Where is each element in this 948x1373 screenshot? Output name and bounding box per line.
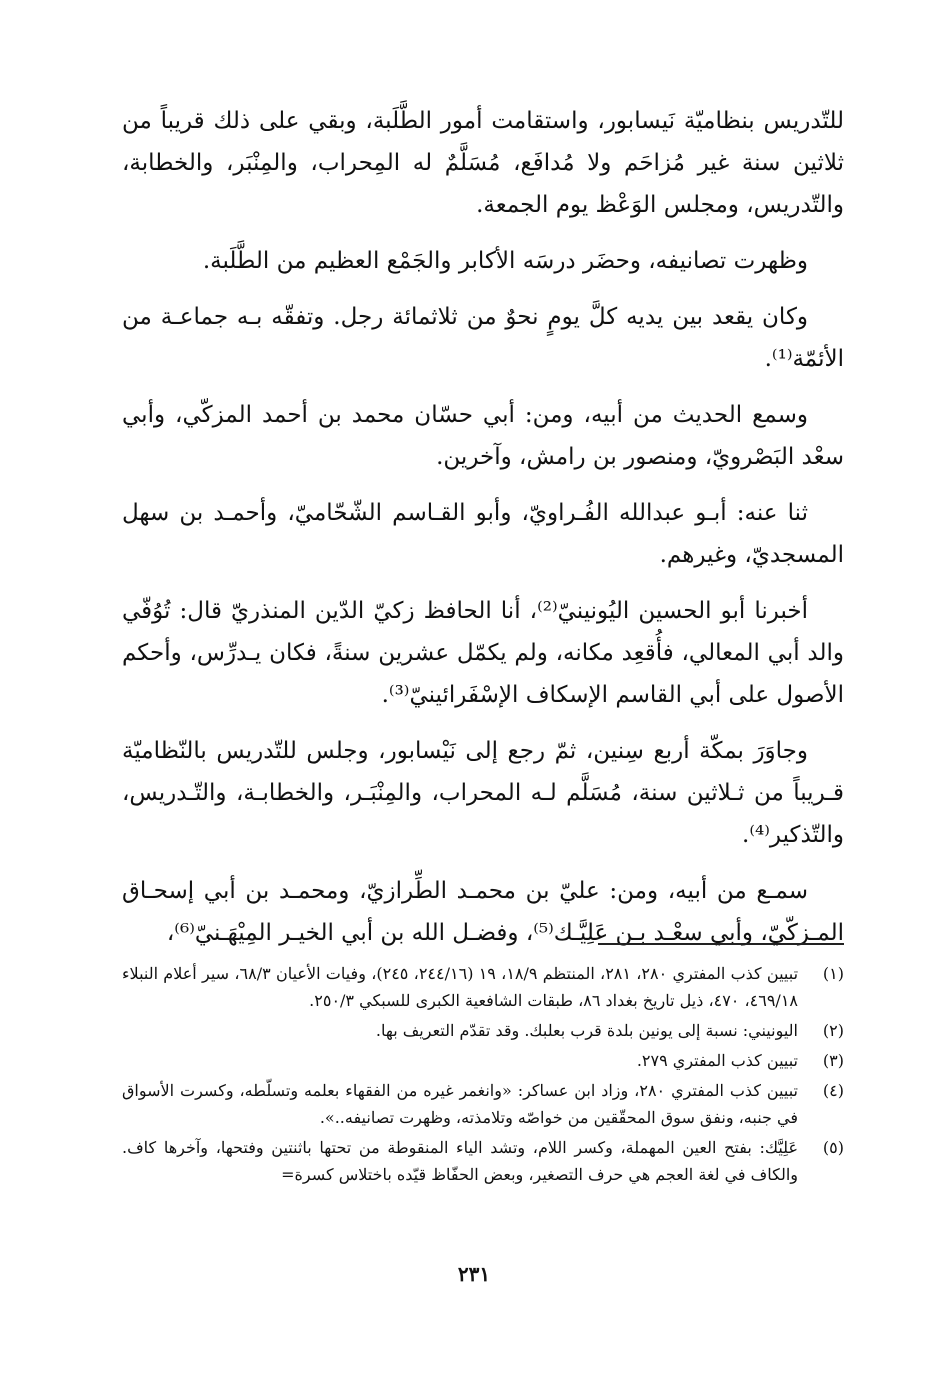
footnote-text: تبيين كذب المفتري ٢٨٠، ٢٨١، المنتظم ١٨/٩، ١٩ (٢٤٤/١٦، ٢٤٥)، وفيات الأعيان ٦٨/٣، سير أعلام النبلاء ٤٦٩/١٨، ٤٧٠، ذيل تاريخ بغداد ٨٦، طبقات الشافعية الكبرى للسبكي ٢٥٠/٣. <box>122 964 799 1010</box>
footnote-number: (٥) <box>822 1138 844 1157</box>
footnote-number: (٣) <box>822 1051 844 1070</box>
footnote-text: اليونيني: نسبة إلى يونين بلدة قرب بعلبك. وقد تقدّم التعريف بها. <box>375 1021 798 1040</box>
paragraph: وجاوَرَ بمكّة أربع سِنين، ثمّ رجع إلى نَيْسابور، وجلس للتّدريس بالنّظاميّة قـريباً من ثـلاثين سنة، مُسَلَّم لـه المحراب، والمِنْبَـر، والخطابـة، والتّـدريس، والتّذكير⁽⁴⁾. <box>122 738 844 848</box>
paragraph: ثنا عنه: أبـو عبدالله الفُـراويّ، وأبو القـاسم الشّحّاميّ، وأحمـد بن سهل المسجديّ، وغيرهم. <box>122 500 844 568</box>
paragraph: سمـع من أبيه، ومن: عليّ بن محمـد الطِّرازيّ، ومحمـد بن أبي إسحـاق المـزكّيّ، وأبي سعْـد بـن عَلِيَّـك⁽⁵⁾، وفضـل الله بن أبي الخيـر المِيْهَـنيّ⁽⁶⁾، <box>122 878 844 946</box>
footnote-separator <box>598 943 844 945</box>
paragraph: وظهرت تصانيفه، وحضَر درسَه الأكابر والجَمْع العظيم من الطَّلَبة. <box>202 248 808 274</box>
footnote-number: (٢) <box>822 1021 844 1040</box>
paragraph: أخبرنا أبو الحسين اليُونينيّ⁽²⁾، أنا الحافظ زكيّ الدّين المنذريّ قال: تُوُفّي والد أبي المعالي، فأُقعِد مكانه، ولم يكمّل عشرين سنةً، فكان يـدرِّس، وأحكم الأصول على أبي القاسم الإسكاف الإسْفَرائينيّ⁽³⁾. <box>122 598 844 708</box>
footnote-text: تبيين كذب المفتري ٢٧٩. <box>636 1051 798 1070</box>
footnote <box>122 960 844 1014</box>
footnotes <box>122 960 844 1191</box>
main-text <box>122 100 844 968</box>
footnote-text: عَلِيَّك: بفتح العين المهملة، وكسر اللام، وتشد الياء المنقوطة من تحتها باثنتين وفتحها، وآخرها كاف. والكاف في لغة العجم هي حرف التصغير، وبعض الحفّاظ قيّده باختلاس كسرة= <box>122 1138 798 1184</box>
page-number: ٢٣١ <box>457 1262 491 1286</box>
footnote <box>122 1017 844 1044</box>
footnote-text: تبيين كذب المفتري ٢٨٠، وزاد ابن عساكر: «وانغمر غيره من الفقهاء بعلمه وتسلّطه، وكسرت الأسواق في جنبه، ونفق سوق المحقّقين من خواصّه وتلامذته، وظهرت تصانيفه..». <box>122 1081 798 1127</box>
footnote <box>122 1134 844 1188</box>
footnote-number: (٤) <box>822 1081 844 1100</box>
footnote-number: (١) <box>822 964 844 983</box>
paragraph: وكان يقعد بين يديه كلَّ يومٍ نحوٌ من ثلاثمائة رجل. وتفقّه بـه جماعـة من الأئمّة⁽¹⁾. <box>122 304 844 372</box>
paragraph: وسمع الحديث من أبيه، ومن: أبي حسّان محمد بن أحمد المزكّي، وأبي سعْد البَصْرويّ، ومنصور بن رامش، وآخرين. <box>122 402 844 470</box>
footnote <box>122 1077 844 1131</box>
footnote <box>122 1047 844 1074</box>
paragraph: للتّدريس بنظاميّة نَيسابور، واستقامت أمور الطَّلَبة، وبقي على ذلك قريباً من ثلاثين سنة غير مُزاحَم ولا مُدافَع، مُسَلَّمٌ له المِحراب، والمِنْبَر، والخطابة، والتّدريس، ومجلس الوَعْظ يوم الجمعة. <box>122 108 844 218</box>
